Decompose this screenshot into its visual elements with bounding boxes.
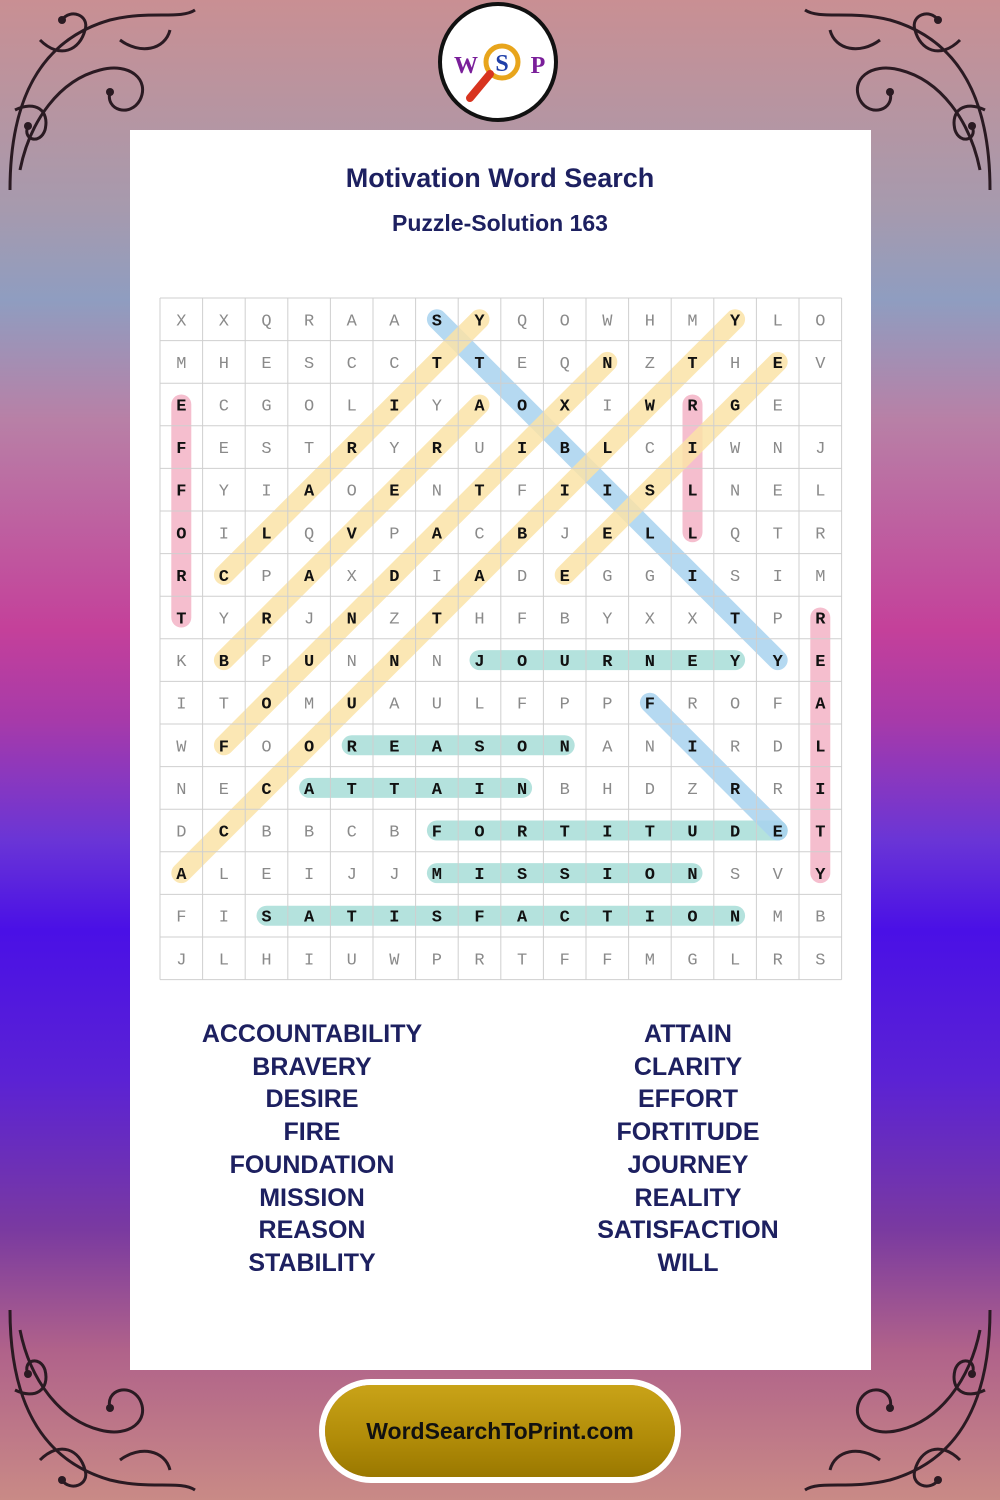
grid-cell-letter: F	[176, 482, 187, 502]
grid-cell-letter: T	[474, 354, 485, 374]
grid-cell-letter: R	[772, 951, 783, 971]
grid-cell-letter: T	[644, 823, 656, 843]
grid-cell-letter: D	[176, 823, 187, 843]
grid-cell-letter: N	[516, 780, 528, 800]
grid-cell-letter: I	[687, 567, 698, 587]
grid-cell-letter: L	[218, 951, 230, 971]
grid-cell-letter: A	[389, 695, 400, 715]
grid-cell-letter: T	[218, 695, 230, 715]
grid-cell-letter: P	[261, 567, 272, 587]
grid-cell-letter: N	[346, 610, 357, 630]
grid-cell-letter: I	[516, 440, 528, 460]
grid-cell-letter: C	[218, 823, 230, 843]
grid-cell-letter: S	[729, 567, 741, 587]
grid-cell-letter: X	[644, 610, 656, 630]
grid-cell-letter: Y	[431, 397, 443, 417]
grid-cell-letter: M	[772, 908, 783, 928]
grid-cell-letter: X	[176, 312, 187, 332]
grid-cell-letter: S	[261, 440, 272, 460]
grid-cell-letter: L	[772, 312, 783, 332]
grid-cell-letter: N	[431, 653, 443, 673]
grid-cell-letter: A	[176, 866, 187, 886]
grid-cell-letter: D	[772, 738, 783, 758]
grid-cell-letter: S	[815, 951, 826, 971]
word-list-item: MISSION	[259, 1183, 365, 1212]
grid-cell-letter: S	[303, 354, 315, 374]
grid-cell-letter: I	[389, 397, 400, 417]
grid-cell-letter: C	[474, 525, 485, 545]
grid-cell-letter: I	[815, 780, 826, 800]
grid-cell-letter: F	[176, 908, 187, 928]
grid-cell-letter: A	[474, 397, 485, 417]
grid-cell-letter: I	[176, 695, 187, 715]
grid-cell-letter: S	[729, 866, 741, 886]
grid-cell-letter: N	[602, 354, 613, 374]
grid-cell-letter: T	[687, 354, 698, 374]
grid-cell-letter: A	[474, 567, 485, 587]
grid-cell-letter: J	[474, 653, 485, 673]
grid-cell-letter: H	[218, 354, 230, 374]
word-list-item: BRAVERY	[252, 1052, 372, 1081]
word-list-item: ACCOUNTABILITY	[201, 1020, 423, 1048]
logo-letter-s: S	[495, 51, 509, 77]
grid-cell-letter: C	[389, 354, 400, 374]
grid-cell-letter: C	[559, 908, 570, 928]
grid-cell-letter: C	[346, 823, 357, 843]
grid-cell-letter: W	[389, 951, 400, 971]
grid-cell-letter: S	[431, 908, 443, 928]
grid-cell-letter: N	[644, 738, 656, 758]
website-link-label: WordSearchToPrint.com	[366, 1417, 634, 1444]
grid-cell-letter: X	[218, 312, 230, 332]
grid-cell-letter: W	[729, 440, 741, 460]
grid-cell-letter: W	[644, 397, 656, 417]
grid-cell-letter: O	[303, 738, 315, 758]
grid-cell-letter: B	[516, 525, 528, 545]
grid-cell-letter: G	[644, 567, 656, 587]
grid-cell-letter: S	[644, 482, 656, 502]
grid-cell-letter: B	[559, 780, 570, 800]
word-list-item: FIRE	[283, 1118, 341, 1147]
word-list-item: REALITY	[634, 1183, 742, 1212]
grid-cell-letter: A	[303, 780, 315, 800]
word-list-left	[147, 1018, 477, 1280]
grid-cell-letter: N	[687, 866, 698, 886]
grid-cell-letter: E	[602, 525, 613, 545]
grid-cell-letter: E	[772, 482, 783, 502]
grid-cell-letter: G	[729, 397, 741, 417]
grid-cell-letter: J	[346, 866, 357, 886]
grid-cell-letter: H	[261, 951, 272, 971]
grid-cell-letter: R	[687, 397, 698, 417]
grid-cell-letter: R	[815, 525, 826, 545]
grid-cell-letter: O	[516, 738, 528, 758]
grid-cell-letter: E	[815, 653, 826, 673]
grid-cell-letter: Y	[218, 482, 230, 502]
grid-cell-letter: U	[346, 695, 357, 715]
grid-cell-letter: I	[303, 866, 315, 886]
grid-cell-letter: A	[815, 695, 826, 715]
grid-cell-letter: A	[303, 567, 315, 587]
grid-cell-letter: P	[431, 951, 443, 971]
grid-cell-letter: C	[644, 440, 656, 460]
grid-cell-letter: C	[218, 397, 230, 417]
grid-cell-letter: E	[772, 354, 783, 374]
grid-cell-letter: T	[303, 440, 315, 460]
grid-cell-letter: N	[772, 440, 783, 460]
grid-cell-letter: E	[389, 482, 400, 502]
grid-cell-letter: Q	[559, 354, 570, 374]
grid-cell-letter: I	[474, 780, 485, 800]
grid-cell-letter: O	[644, 866, 656, 886]
grid-cell-letter: R	[474, 951, 485, 971]
grid-cell-letter: P	[389, 525, 400, 545]
grid-cell-letter: E	[772, 397, 783, 417]
grid-cell-letter: L	[687, 482, 698, 502]
word-list-item: ATTAIN	[644, 1020, 732, 1048]
grid-cell-letter: F	[176, 440, 187, 460]
grid-cell-letter: M	[644, 951, 656, 971]
grid-cell-letter: E	[559, 567, 570, 587]
grid-cell-letter: P	[772, 610, 783, 630]
grid-cell-letter: F	[516, 482, 528, 502]
grid-cell-letter: T	[602, 908, 613, 928]
word-list-right	[523, 1018, 853, 1280]
grid-cell-letter: J	[389, 866, 400, 886]
grid-cell-letter: N	[176, 780, 187, 800]
grid-cell-letter: N	[729, 482, 741, 502]
grid-cell-letter: F	[474, 908, 485, 928]
grid-cell-letter: W	[176, 738, 187, 758]
grid-cell-letter: O	[474, 823, 485, 843]
grid-cell-letter: D	[389, 567, 400, 587]
grid-cell-letter: F	[602, 951, 613, 971]
grid-cell-letter: A	[303, 908, 315, 928]
grid-cell-letter: H	[644, 312, 656, 332]
grid-cell-letter: C	[346, 354, 357, 374]
grid-cell-letter: S	[559, 866, 570, 886]
grid-cell-letter: T	[474, 482, 485, 502]
grid-cell-letter: N	[346, 653, 357, 673]
grid-cell-letter: L	[474, 695, 485, 715]
grid-cell-letter: R	[303, 312, 315, 332]
word-list-item: CLARITY	[633, 1052, 743, 1081]
grid-cell-letter: W	[602, 312, 613, 332]
grid-cell-letter: P	[602, 695, 613, 715]
grid-cell-letter: O	[516, 397, 528, 417]
grid-cell-letter: B	[815, 908, 826, 928]
grid-cell-letter: Q	[729, 525, 741, 545]
grid-cell-letter: I	[602, 866, 613, 886]
grid-cell-letter: O	[729, 695, 741, 715]
grid-cell-letter: K	[176, 653, 187, 673]
grid-cell-letter: C	[261, 780, 272, 800]
grid-cell-letter: O	[261, 738, 272, 758]
grid-cell-letter: V	[346, 525, 357, 545]
word-list-item: STABILITY	[248, 1248, 376, 1277]
grid-cell-letter: I	[559, 482, 570, 502]
grid-cell-letter: R	[431, 440, 443, 460]
grid-cell-letter: P	[261, 653, 272, 673]
grid-cell-letter: E	[389, 738, 400, 758]
grid-cell-letter: T	[559, 823, 570, 843]
grid-cell-letter: U	[303, 653, 315, 673]
grid-cell-letter: M	[815, 567, 826, 587]
page-title: Motivation Word Search	[345, 163, 655, 193]
grid-cell-letter: D	[729, 823, 741, 843]
grid-cell-letter: B	[389, 823, 400, 843]
grid-cell-letter: B	[261, 823, 272, 843]
grid-cell-letter: L	[815, 482, 826, 502]
grid-cell-letter: J	[559, 525, 570, 545]
grid-cell-letter: X	[559, 397, 570, 417]
grid-cell-letter: M	[303, 695, 315, 715]
grid-cell-letter: I	[389, 908, 400, 928]
grid-cell-letter: E	[516, 354, 528, 374]
grid-cell-letter: R	[729, 738, 741, 758]
website-link-button[interactable]	[325, 1385, 675, 1477]
grid-cell-letter: T	[346, 908, 357, 928]
grid-cell-letter: O	[516, 653, 528, 673]
grid-cell-letter: T	[389, 780, 400, 800]
grid-cell-letter: Q	[516, 312, 528, 332]
grid-cell-letter: L	[346, 397, 357, 417]
grid-cell-letter: T	[431, 354, 443, 374]
grid-cell-letter: Z	[687, 780, 698, 800]
grid-cell-letter: S	[261, 908, 272, 928]
grid-cell-letter: U	[474, 440, 485, 460]
grid-cell-letter: L	[218, 866, 230, 886]
grid-cell-letter: B	[559, 610, 570, 630]
grid-cell-letter: V	[815, 354, 826, 374]
grid-cell-letter: L	[729, 951, 741, 971]
grid-cell-letter: F	[772, 695, 783, 715]
grid-cell-letter: Z	[644, 354, 656, 374]
grid-cell-letter: M	[176, 354, 187, 374]
grid-cell-letter: Q	[303, 525, 315, 545]
grid-cell-letter: E	[772, 823, 783, 843]
grid-cell-letter: N	[389, 653, 400, 673]
grid-cell-letter: R	[346, 738, 357, 758]
grid-cell-letter: E	[687, 653, 698, 673]
grid-cell-letter: U	[559, 653, 570, 673]
grid-cell-letter: R	[729, 780, 741, 800]
grid-cell-letter: I	[602, 397, 613, 417]
grid-cell-letter: I	[261, 482, 272, 502]
grid-cell-letter: M	[431, 866, 443, 886]
grid-cell-letter: H	[474, 610, 485, 630]
grid-cell-letter: O	[559, 312, 570, 332]
grid-cell-letter: U	[431, 695, 443, 715]
grid-cell-letter: H	[602, 780, 613, 800]
grid-cell-letter: Y	[602, 610, 613, 630]
grid-cell-letter: G	[261, 397, 272, 417]
grid-cell-letter: R	[687, 695, 698, 715]
grid-cell-letter: M	[687, 312, 698, 332]
grid-cell-letter: F	[218, 738, 230, 758]
word-list-item: REASON	[258, 1216, 366, 1245]
grid-cell-letter: G	[687, 951, 698, 971]
grid-cell-letter: O	[303, 397, 315, 417]
grid-cell-letter: R	[772, 780, 783, 800]
grid-cell-letter: X	[346, 567, 357, 587]
grid-cell-letter: E	[261, 866, 272, 886]
grid-cell-letter: H	[729, 354, 741, 374]
grid-cell-letter: L	[602, 440, 613, 460]
grid-cell-letter: Z	[389, 610, 400, 630]
grid-cell-letter: I	[644, 908, 656, 928]
word-list-item: FORTITUDE	[616, 1118, 760, 1147]
grid-cell-letter: Y	[729, 312, 741, 332]
grid-cell-letter: D	[516, 567, 528, 587]
grid-cell-letter: I	[303, 951, 315, 971]
grid-cell-letter: E	[218, 780, 230, 800]
logo-letter-p: P	[530, 53, 546, 79]
grid-cell-letter: A	[431, 738, 443, 758]
word-list-item: FOUNDATION	[229, 1150, 395, 1179]
grid-cell-letter: F	[559, 951, 570, 971]
grid-cell-letter: O	[261, 695, 272, 715]
grid-cell-letter: T	[729, 610, 741, 630]
grid-cell-letter: Y	[474, 312, 485, 332]
grid-cell-letter: A	[431, 780, 443, 800]
grid-cell-letter: B	[303, 823, 315, 843]
grid-cell-letter: J	[303, 610, 315, 630]
grid-cell-letter: N	[431, 482, 443, 502]
grid-cell-letter: E	[176, 397, 187, 417]
grid-cell-letter: R	[602, 653, 613, 673]
word-list-item: JOURNEY	[627, 1150, 749, 1179]
grid-cell-letter: F	[516, 610, 528, 630]
grid-cell-letter: O	[815, 312, 826, 332]
grid-cell-letter: A	[431, 525, 443, 545]
grid-cell-letter: L	[261, 525, 272, 545]
grid-cell-letter: R	[261, 610, 272, 630]
grid-cell-letter: J	[815, 440, 826, 460]
word-list-item: SATISFACTION	[597, 1216, 779, 1245]
grid-cell-letter: T	[815, 823, 826, 843]
grid-cell-letter: A	[516, 908, 528, 928]
grid-cell-letter: I	[687, 440, 698, 460]
grid-cell-letter: I	[218, 908, 230, 928]
grid-cell-letter: B	[218, 653, 230, 673]
logo-letter-w: W	[454, 53, 478, 79]
grid-cell-letter: I	[431, 567, 443, 587]
word-list-item: WILL	[657, 1248, 719, 1277]
grid-cell-letter: X	[687, 610, 698, 630]
grid-cell-letter: I	[218, 525, 230, 545]
grid-cell-letter: O	[176, 525, 187, 545]
grid-cell-letter: T	[346, 780, 357, 800]
grid-cell-letter: S	[516, 866, 528, 886]
grid-cell-letter: L	[644, 525, 656, 545]
grid-cell-letter: P	[559, 695, 570, 715]
grid-cell-letter: S	[474, 738, 485, 758]
grid-cell-letter: G	[602, 567, 613, 587]
grid-cell-letter: E	[218, 440, 230, 460]
grid-cell-letter: V	[772, 866, 783, 886]
grid-cell-letter: I	[687, 738, 698, 758]
grid-cell-letter: A	[346, 312, 357, 332]
grid-cell-letter: I	[602, 482, 613, 502]
grid-cell-letter: T	[516, 951, 528, 971]
grid-cell-letter: F	[516, 695, 528, 715]
grid-cell-letter: R	[815, 610, 826, 630]
grid-cell-letter: I	[602, 823, 613, 843]
grid-cell-letter: T	[176, 610, 187, 630]
grid-cell-letter: N	[644, 653, 656, 673]
grid-cell-letter: Y	[389, 440, 400, 460]
grid-cell-letter: Y	[772, 653, 783, 673]
grid-cell-letter: I	[772, 567, 783, 587]
grid-cell-letter: R	[516, 823, 528, 843]
grid-cell-letter: L	[815, 738, 826, 758]
grid-cell-letter: U	[346, 951, 357, 971]
grid-cell-letter: Y	[815, 866, 826, 886]
grid-cell-letter: A	[303, 482, 315, 502]
grid-cell-letter: F	[431, 823, 443, 843]
grid-cell-letter: J	[176, 951, 187, 971]
grid-cell-letter: A	[602, 738, 613, 758]
grid-cell-letter: I	[474, 866, 485, 886]
grid-cell-letter: O	[687, 908, 698, 928]
word-list-item: EFFORT	[638, 1085, 738, 1114]
grid-cell-letter: C	[218, 567, 230, 587]
grid-cell-letter: E	[261, 354, 272, 374]
grid-cell-letter: T	[772, 525, 783, 545]
grid-cell-letter: R	[346, 440, 357, 460]
grid-cell-letter: Y	[729, 653, 741, 673]
page-subtitle: Puzzle-Solution 163	[392, 210, 608, 236]
grid-cell-letter: Q	[261, 312, 272, 332]
grid-cell-letter: O	[346, 482, 357, 502]
word-list-item: DESIRE	[265, 1085, 359, 1114]
grid-cell-letter: B	[559, 440, 570, 460]
grid-cell-letter: Y	[218, 610, 230, 630]
grid-cell-letter: N	[559, 738, 570, 758]
grid-cell-letter: U	[687, 823, 698, 843]
grid-cell-letter: D	[644, 780, 656, 800]
grid-cell-letter: T	[431, 610, 443, 630]
grid-cell-letter: L	[687, 525, 698, 545]
grid-cell-letter: R	[176, 567, 187, 587]
grid-cell-letter: F	[644, 695, 656, 715]
grid-cell-letter: N	[729, 908, 741, 928]
grid-cell-letter: A	[389, 312, 400, 332]
grid-cell-letter: S	[431, 312, 443, 332]
